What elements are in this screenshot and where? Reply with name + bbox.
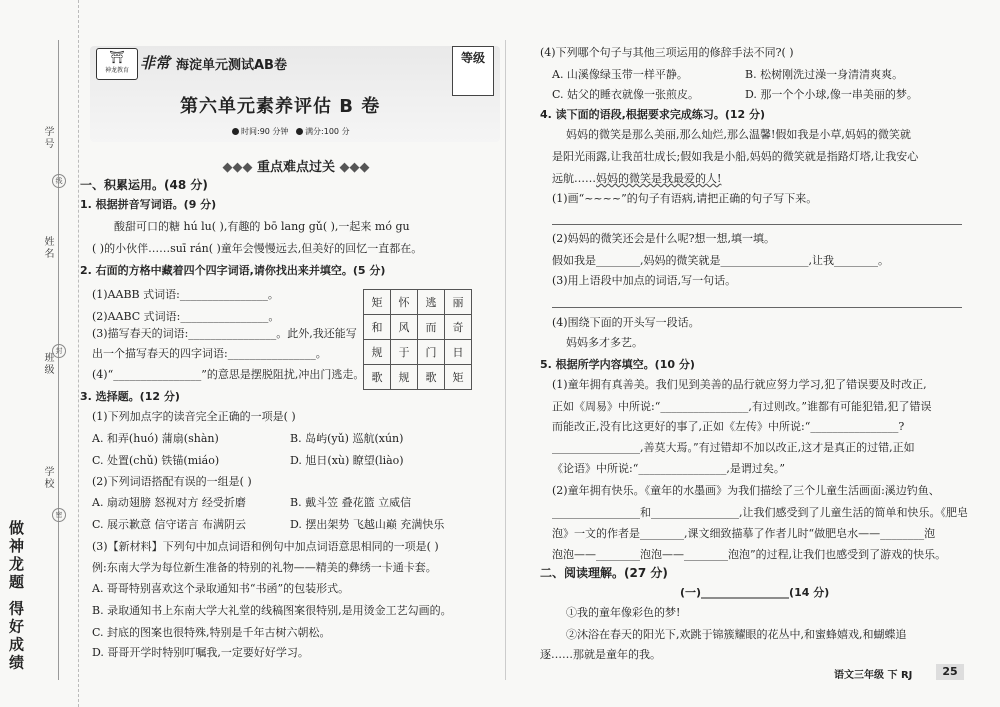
brand-name: 非常 (140, 54, 171, 72)
center-fold (505, 40, 506, 680)
q3-3-option-a: A. 哥哥特别喜欢这个录取通知书“书函”的包装形式。 (92, 582, 350, 595)
footer-subject: 语文三年级 下 RJ (834, 670, 913, 681)
q3-4-option-a: A. 山溪像绿玉带一样平静。 (552, 68, 688, 81)
banner-decoration-left: ◆◆◆ (222, 160, 253, 175)
time-limit: 时间:90 分钟 (241, 127, 289, 136)
grid-cell: 规 (364, 340, 391, 365)
seal-line-marker: 线 (52, 174, 66, 188)
q3-3-option-b: B. 录取通知书上东南大学大礼堂的线稿图案很特别,是用烫金工艺勾画的。 (92, 604, 452, 617)
character-grid (363, 289, 472, 390)
q3-4-option-b: B. 松树刚洗过澡一身清清爽爽。 (745, 68, 904, 81)
banner-decoration-right: ◆◆◆ (339, 160, 370, 175)
seal-fold-marker: 封 (52, 344, 66, 358)
grid-cell: 规 (391, 365, 418, 390)
q3-3-option-d: D. 哥哥开学时特别叮嘱我,一定要好好学习。 (92, 646, 309, 659)
q3-4-stem: (4)下列哪个句子与其他三项运用的修辞手法不同?( ) (540, 46, 794, 59)
q5-1-line-5: 《论语》中所说:“________________,是谓过矣。” (552, 462, 785, 475)
grade-box (452, 46, 494, 96)
grid-cell: 歌 (364, 365, 391, 390)
q3-2-option-c: C. 展示歉意 信守诺言 布满阴云 (92, 518, 247, 531)
question-3: 3. 选择题。(12 分) (80, 390, 180, 403)
q5-2-line-4: 泡泡——________泡泡——________泡泡”的过程,让我们也感受到了游戏的快乐。 (552, 548, 947, 561)
name-label: 姓名 (42, 236, 53, 260)
grade-label: 等级 (460, 51, 485, 65)
q3-4-option-d: D. 那一个个小球,像一串美丽的梦。 (745, 88, 918, 101)
q3-1-option-b: B. 岛屿(yǔ) 巡航(xún) (290, 432, 404, 445)
banner-text: 重点难点过关 (256, 160, 335, 175)
q5-2-line-2: ________________和________________,让我们感受到了儿童生活的简单和快乐。《肥皂 (552, 506, 968, 519)
q3-1-option-a: A. 和弄(huó) 蒲扇(shàn) (92, 432, 219, 445)
grid-cell: 怀 (391, 290, 418, 315)
q4-3-stem: (3)用上语段中加点的词语,写一句话。 (552, 274, 737, 287)
q3-2-option-b: B. 戴斗笠 叠花篮 立威信 (290, 496, 412, 509)
student-number-label: 学号 (42, 126, 53, 150)
full-score: 满分:100 分 (305, 127, 350, 136)
publisher-logo: ⛩ 神龙教育 (96, 48, 138, 80)
logo-text: 神龙教育 (104, 67, 129, 74)
q3-3-stem: (3)【新材料】下列句中加点词语和例句中加点词语意思相同的一项是( ) (92, 540, 439, 553)
grid-cell: 门 (418, 340, 445, 365)
grid-cell: 丽 (445, 290, 472, 315)
question-4: 4. 读下面的语段,根据要求完成练习。(12 分) (540, 108, 766, 121)
answer-line (552, 224, 962, 225)
q4-wavy-sentence: 妈妈的微笑是我最爱的人! (596, 172, 722, 185)
reading-paragraph-2: ②沐浴在春天的阳光下,欢跳于锦簇耀眼的花丛中,和蜜蜂嬉戏,和蝴蝶追 (566, 628, 907, 641)
q4-4-opening: 妈妈多才多艺。 (566, 336, 643, 349)
q4-4-stem: (4)围绕下面的开头写一段话。 (552, 316, 700, 329)
q5-2-line-1: (2)童年拥有快乐。《童年的水墨画》为我们描绘了三个儿童生活画面:溪边钓鱼、 (552, 484, 940, 497)
q3-1-stem: (1)下列加点字的读音完全正确的一项是( ) (92, 410, 296, 423)
grid-cell: 矩 (445, 365, 472, 390)
q3-2-option-d: D. 摆出架势 飞越山巅 充满快乐 (290, 518, 445, 531)
grid-row (364, 315, 472, 340)
motto-text: 做神龙题 得好成绩 (7, 520, 25, 673)
grid-cell: 矩 (364, 290, 391, 315)
reading-passage-number: (一)________________(14 分) (680, 586, 830, 599)
grid-row (364, 340, 472, 365)
q4-2-stem: (2)妈妈的微笑还会是什么呢?想一想,填一填。 (552, 232, 775, 245)
grid-row (364, 365, 472, 390)
q1-line-1: 酸甜可口的糖 hú lu( ),有趣的 bō lang gǔ( ),一起来 mó gu (114, 220, 410, 233)
grid-cell: 逃 (418, 290, 445, 315)
grid-cell: 于 (391, 340, 418, 365)
q2-part-1: (1)AABB 式词语:________________。 (92, 288, 279, 301)
question-1: 1. 根据拼音写词语。(9 分) (80, 198, 217, 211)
grid-cell: 奇 (445, 315, 472, 340)
q4-1-stem: (1)画“~~~~”的句子有语病,请把正确的句子写下来。 (552, 192, 818, 205)
grid-cell: 歌 (418, 365, 445, 390)
q3-4-option-c: C. 姑父的睡衣就像一张煎皮。 (552, 88, 700, 101)
reading-paragraph-2b: 逐……那就是童年的我。 (540, 648, 661, 661)
q3-3-option-c: C. 封底的图案也很特殊,特别是千年古树六朝松。 (92, 626, 331, 639)
section-1-heading: 一、积累运用。(48 分) (80, 178, 208, 192)
page-number: 25 (936, 664, 964, 680)
clock-icon (232, 128, 239, 135)
score-icon (296, 128, 303, 135)
exam-meta (232, 126, 350, 137)
q4-passage-2: 是阳光雨露,让我茁壮成长;假如我是小船,妈妈的微笑就是指路灯塔,让我安心 (552, 150, 919, 163)
q2-part-3b: 出一个描写春天的四字词语:________________。 (92, 347, 327, 360)
q2-part-3: (3)描写春天的词语:________________。此外,我还能写 (92, 327, 357, 340)
section-banner (196, 156, 396, 175)
question-2: 2. 右面的方格中藏着四个四字词语,请你找出来并填空。(5 分) (80, 264, 386, 277)
school-label: 学校 (42, 466, 53, 490)
q2-part-2: (2)AABC 式词语:________________。 (92, 310, 280, 323)
answer-line (552, 307, 962, 308)
q2-part-4: (4)“________________”的意思是摆脱阻扰,冲出门逃走。 (92, 368, 365, 381)
class-label: 班级 (42, 352, 53, 376)
q5-1-line-3: 而能改正,没有比这更好的事了,正如《左传》中所说:“________________? (552, 420, 905, 433)
q5-1-line-2: 正如《周易》中所说:“________________,有过则改。”谁都有可能犯错,犯了错误 (552, 400, 932, 413)
grid-cell: 日 (445, 340, 472, 365)
binding-strip (0, 0, 79, 707)
seal-secret-marker: 密 (52, 508, 66, 522)
grid-cell: 风 (391, 315, 418, 340)
q5-1-line-1: (1)童年拥有真善美。我们见到美善的品行就应努力学习,犯了错误要及时改正, (552, 378, 927, 391)
q3-2-stem: (2)下列词语搭配有误的一组是( ) (92, 475, 252, 488)
grid-cell: 和 (364, 315, 391, 340)
q1-line-2: ( )的小伙伴……suī rán( )童年会慢慢远去,但美好的回忆一直都在。 (92, 242, 423, 255)
q3-2-option-a: A. 扇动翅膀 怒视对方 经受折磨 (92, 496, 246, 509)
reading-paragraph-1: ①我的童年像彩色的梦! (566, 606, 681, 619)
q4-passage-3 (552, 172, 721, 186)
q4-2-fill: 假如我是________,妈妈的微笑就是________________,让我________。 (552, 254, 889, 267)
question-5: 5. 根据所学内容填空。(10 分) (540, 358, 695, 371)
q3-3-example: 例:东南大学为每位新生准备的特别的礼物——精美的彝绣一卡通卡套。 (92, 561, 437, 574)
q3-1-option-d: D. 旭日(xù) 瞭望(liào) (290, 454, 404, 467)
section-2-heading: 二、阅读理解。(27 分) (540, 566, 668, 580)
q5-2-line-3: 泡》一文的作者是________,课文细致描摹了作者儿时“做肥皂水——________泡 (552, 527, 936, 540)
grid-cell: 而 (418, 315, 445, 340)
q3-1-option-c: C. 处置(chǔ) 铁锚(miáo) (92, 454, 220, 467)
q4-passage-3a: 远航…… (552, 172, 596, 185)
q4-passage-1: 妈妈的微笑是那么美丽,那么灿烂,那么温馨!假如我是小草,妈妈的微笑就 (566, 128, 911, 141)
series-name: 海淀单元测试AB卷 (176, 58, 287, 73)
cut-line (58, 40, 59, 680)
page-title: 第六单元素养评估 B 卷 (180, 96, 381, 117)
grid-row (364, 290, 472, 315)
q5-1-line-4: ________________,善莫大焉。”有过错却不加以改正,这才是真正的过错,正如 (552, 441, 915, 454)
